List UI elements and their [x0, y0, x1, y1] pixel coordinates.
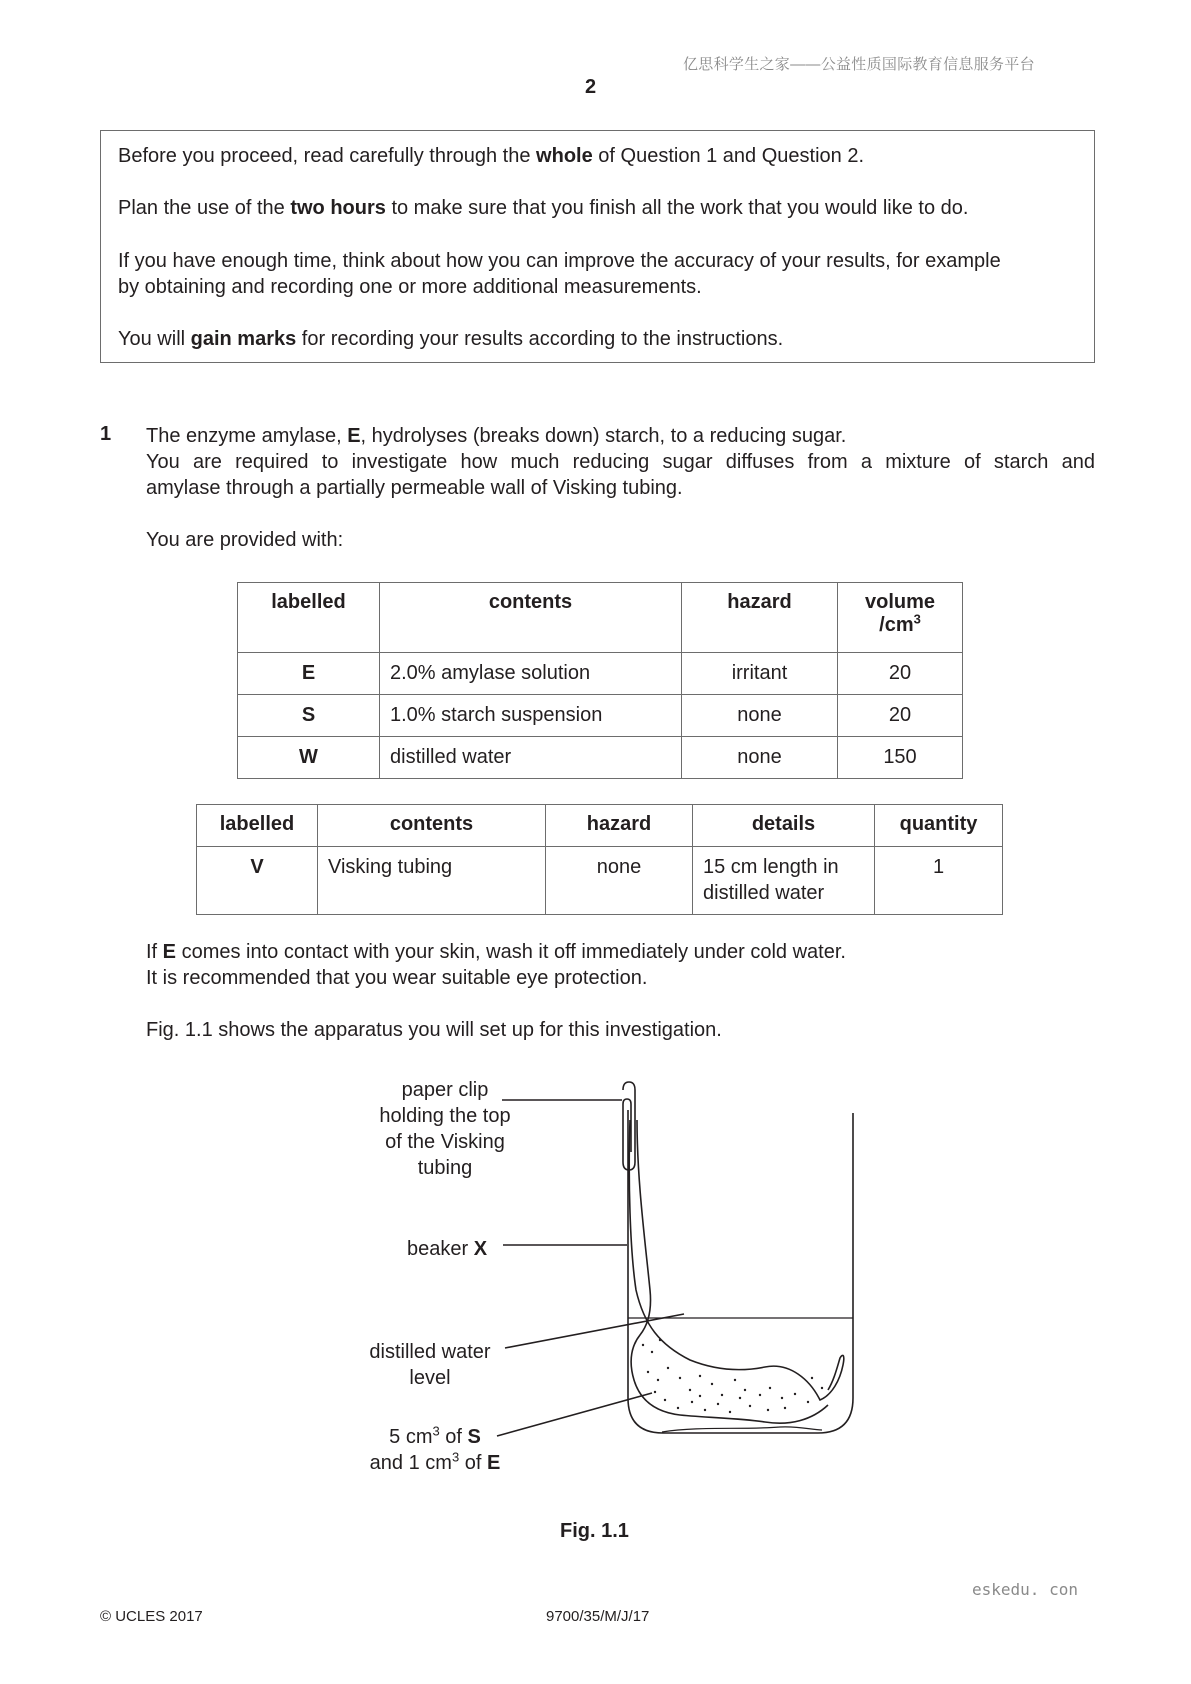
emphasis: E	[486, 1452, 501, 1474]
volume-unit: /cm	[879, 614, 914, 636]
label-line: paper clip	[401, 1079, 489, 1101]
cell-label: E	[238, 653, 380, 695]
figure-title: Fig. 1.1	[560, 1520, 629, 1542]
cell-volume: 150	[838, 737, 963, 779]
cell-label: V	[197, 847, 318, 915]
text: You will	[118, 328, 191, 350]
text: beaker	[407, 1238, 474, 1260]
text: If	[146, 941, 163, 963]
text: to make sure that you finish all the work that you would like to do.	[385, 197, 969, 219]
col-quantity: quantity	[875, 805, 1003, 847]
label-line: holding the top	[379, 1105, 511, 1127]
unit-superscript: 3	[913, 611, 921, 627]
cell-hazard: irritant	[682, 653, 838, 695]
emphasis: E	[162, 941, 177, 963]
cell-quantity: 1	[875, 847, 1003, 915]
footer-site: eskedu. con	[972, 1580, 1078, 1599]
details-line: 15 cm length in	[703, 856, 839, 878]
label-line: distilled water	[369, 1341, 491, 1363]
beaker-x	[628, 1110, 853, 1433]
details-line: distilled water	[703, 882, 825, 904]
col-labelled: labelled	[197, 805, 318, 847]
superscript: 3	[432, 1423, 440, 1439]
question-line-3: amylase through a partially permeable wall of Visking tubing.	[146, 477, 683, 499]
superscript: 3	[451, 1449, 460, 1465]
footer-code: 9700/35/M/J/17	[546, 1608, 650, 1625]
question-line-2: You are required to investigate how much reducing sugar diffuses from a mixture of starch and	[146, 451, 1095, 473]
emphasis: gain marks	[190, 328, 297, 350]
emphasis: S	[467, 1426, 481, 1448]
cell-label: W	[238, 737, 380, 779]
instruction-line-3b: by obtaining and recording one or more additional measurements.	[118, 276, 702, 298]
col-contents: contents	[318, 805, 546, 847]
emphasis: whole	[536, 145, 593, 167]
text: of	[439, 1426, 468, 1448]
cell-label: S	[238, 695, 380, 737]
tubing-outline-b	[631, 1120, 828, 1423]
text: of	[459, 1452, 487, 1474]
text: and 1 cm	[369, 1452, 452, 1474]
text: 5 cm	[389, 1426, 433, 1448]
text: comes into contact with your skin, wash it off immediately under cold water.	[176, 941, 846, 963]
emphasis: E	[347, 425, 361, 447]
cell-hazard: none	[546, 847, 693, 915]
page-number: 2	[585, 76, 597, 98]
leader-line-water	[505, 1314, 684, 1348]
question-number: 1	[100, 423, 112, 445]
text: The enzyme amylase,	[146, 425, 348, 447]
text: of Question 1 and Question 2.	[592, 145, 865, 167]
col-details: details	[693, 805, 875, 847]
col-labelled: labelled	[238, 583, 380, 653]
emphasis: two hours	[290, 197, 386, 219]
cell-contents: 2.0% amylase solution	[380, 653, 682, 695]
label-line: of the Visking	[385, 1131, 505, 1153]
cell-contents: Visking tubing	[318, 847, 546, 915]
emphasis: X	[473, 1238, 488, 1260]
text: , hydrolyses (breaks down) starch, to a reducing sugar.	[360, 425, 847, 447]
text: Plan the use of the	[118, 197, 291, 219]
col-hazard: hazard	[546, 805, 693, 847]
text: Before you proceed, read carefully through the	[118, 145, 537, 167]
tubing-bottom	[662, 1427, 822, 1432]
cell-contents: distilled water	[380, 737, 682, 779]
col-hazard: hazard	[682, 583, 838, 653]
header-watermark: 亿思科学生之家——公益性质国际教育信息服务平台	[683, 56, 1035, 73]
cell-volume: 20	[838, 695, 963, 737]
safety-line-2: It is recommended that you wear suitable eye protection.	[146, 967, 648, 989]
col-contents: contents	[380, 583, 682, 653]
cell-hazard: none	[682, 695, 838, 737]
figure-intro: Fig. 1.1 shows the apparatus you will set up for this investigation.	[146, 1019, 722, 1041]
footer-copyright: © UCLES 2017	[100, 1608, 203, 1625]
tubing-outline-a	[629, 1120, 844, 1400]
cell-contents: 1.0% starch suspension	[380, 695, 682, 737]
text: for recording your results according to the instructions.	[296, 328, 784, 350]
mixture-dots	[642, 1339, 823, 1413]
cell-hazard: none	[682, 737, 838, 779]
provided-intro: You are provided with:	[146, 529, 344, 551]
volume-label: volume	[864, 591, 936, 613]
cell-volume: 20	[838, 653, 963, 695]
instruction-line-3a: If you have enough time, think about how you can improve the accuracy of your results, for example	[118, 250, 1001, 272]
label-line: level	[409, 1367, 451, 1389]
label-line: tubing	[417, 1157, 473, 1179]
